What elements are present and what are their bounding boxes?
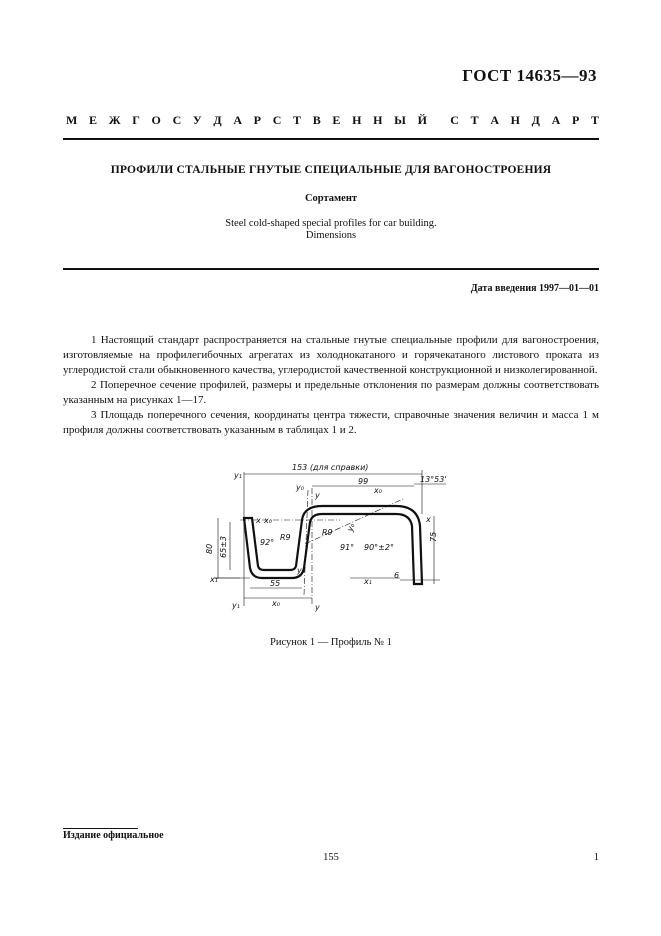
label-x-right: x [426, 515, 431, 524]
body-text [63, 333, 599, 438]
label-y1-bottom: y₁ [232, 601, 240, 610]
label-92deg: 92° [260, 538, 275, 547]
interstate-letter: А [490, 113, 499, 127]
interstate-letter: Е [332, 113, 341, 127]
label-x-left: x [256, 516, 261, 525]
label-y0-bottom: y₀ [297, 566, 305, 575]
label-x0-bottom: x₀ [272, 599, 280, 608]
interstate-letter: В [312, 113, 321, 127]
interstate-letter: Е [89, 113, 98, 127]
label-x1-left: x₁ [210, 575, 218, 584]
label-80: 80 [205, 543, 214, 554]
sheet-number: 1 [593, 852, 599, 863]
label-y-top: y [315, 491, 320, 500]
label-y0-top: y₀ [296, 483, 304, 492]
english-title-line-2: Dimensions [305, 230, 357, 241]
label-90deg: 90°±2° [364, 543, 394, 552]
interstate-letter: Р [571, 113, 580, 127]
profile-drawing [200, 460, 460, 620]
interstate-letter: О [151, 113, 161, 127]
label-75: 75 [429, 531, 438, 542]
title-rule [63, 268, 599, 270]
interstate-letter: Т [293, 113, 302, 127]
footer-rule [63, 828, 138, 829]
document-title: ПРОФИЛИ СТАЛЬНЫЕ ГНУТЫЕ СПЕЦИАЛЬНЫЕ ДЛЯ ВАГОНОСТРОЕНИЯ [110, 164, 552, 176]
label-x1-right: x₁ [364, 577, 372, 586]
interstate-letter: Д [213, 113, 222, 127]
paragraph-2: 2 Поперечное сечение профилей, размеры и предельные отклонения по размерам должны соответствовать указанным на рисунках 1—17. [63, 379, 599, 406]
page-number: 155 [323, 852, 339, 863]
introduction-date: Дата введения 1997—01—01 [470, 283, 599, 294]
english-title-line-1: Steel cold-shaped special profiles for car building. [225, 218, 437, 229]
interstate-letter: Н [510, 113, 520, 127]
interstate-letter: С [172, 113, 182, 127]
interstate-letter: Г [132, 113, 140, 127]
paragraph-1: 1 Настоящий стандарт распространяется на стальные гнутые специальные профили для вагоностроения, изготовляемые на профилегибочных агрегатах из холоднокатаного и горячекатаного листового проката из углеродистой стали обыкновенного качества, углеродистой качественной конструкционной и низколегированной. [63, 334, 599, 376]
label-angle-top: 13°53' [420, 475, 447, 484]
interstate-letter: Ж [108, 113, 121, 127]
interstate-standard-heading [66, 113, 599, 128]
label-91deg: 91° [340, 543, 355, 552]
official-edition-label: Издание официальное [63, 830, 164, 841]
label-r9-right: R9 [322, 528, 333, 537]
paragraph-3: 3 Площадь поперечного сечения, координаты центра тяжести, справочные значения величин и масса 1 м профиля должны соответствовать указанным в таблицах 1 и 2. [63, 409, 599, 436]
interstate-letter: Й [417, 113, 427, 127]
interstate-letter: У [192, 113, 202, 127]
label-y-bottom: y [315, 603, 320, 612]
interstate-letter: Т [590, 113, 599, 127]
interstate-letter: М [66, 113, 78, 127]
interstate-letter: Т [470, 113, 479, 127]
interstate-letter: Ы [394, 113, 406, 127]
top-rule [63, 138, 599, 140]
standard-number: ГОСТ 14635—93 [462, 66, 597, 85]
label-y1-top: y₁ [234, 471, 242, 480]
interstate-letter: Д [531, 113, 540, 127]
english-title [63, 218, 599, 242]
interstate-letter: С [450, 113, 459, 127]
label-6: 6 [394, 571, 400, 580]
interstate-letter: Н [352, 113, 362, 127]
document-subtitle: Сортамент [304, 193, 358, 204]
label-x0-left: x₀ [264, 516, 272, 525]
label-65: 65±3 [219, 536, 228, 558]
label-99: 99 [358, 477, 369, 486]
interstate-letter: А [551, 113, 561, 127]
label-x0-top: x₀ [374, 486, 382, 495]
interstate-letter: А [233, 113, 242, 127]
figure-caption: Рисунок 1 — Профиль № 1 [270, 637, 392, 648]
x0-axis-line [305, 498, 405, 544]
interstate-letter: Р [253, 113, 262, 127]
label-y0-mid: y₀ [345, 522, 357, 533]
label-55: 55 [270, 579, 281, 588]
label-overall: 153 (для справки) [292, 463, 369, 472]
label-r9-left: R9 [280, 533, 291, 542]
interstate-letter: С [272, 113, 282, 127]
interstate-letter: Н [373, 113, 383, 127]
